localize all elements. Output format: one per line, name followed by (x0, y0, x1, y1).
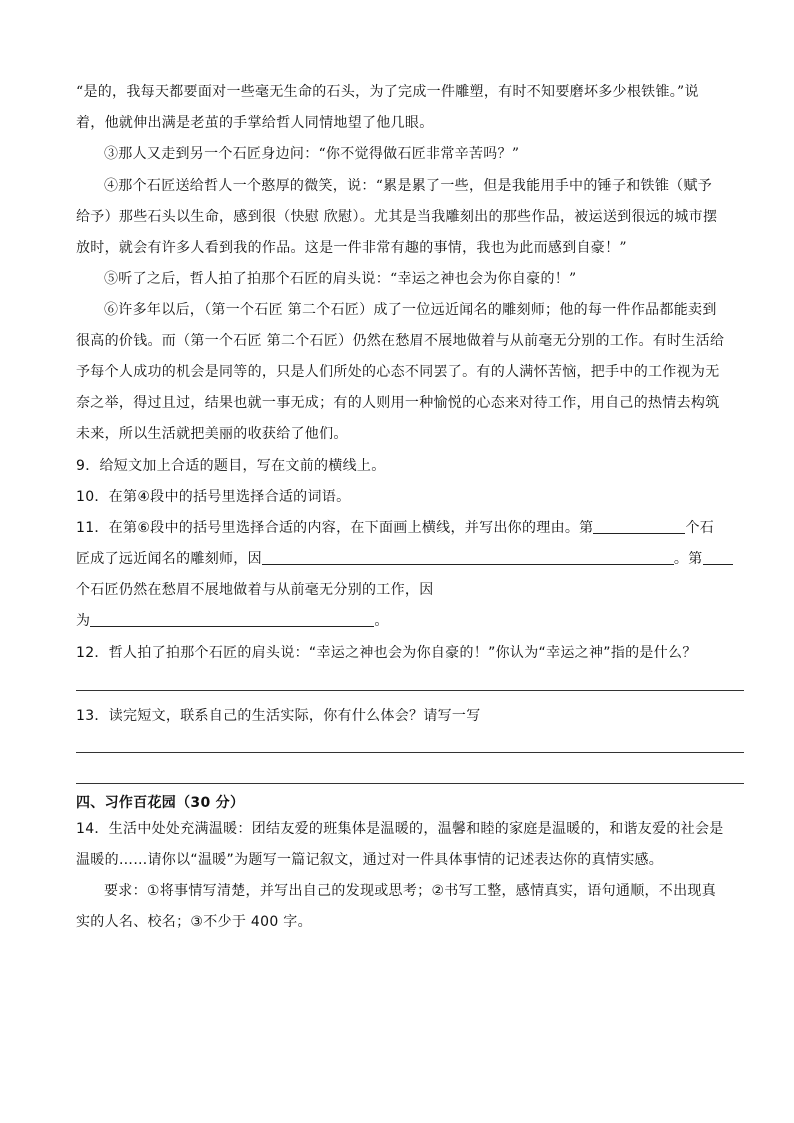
question-11-line4: 为 。 (76, 613, 389, 629)
question-11-line2: 匠成了远近闻名的雕刻师，因 。第 (76, 549, 744, 569)
question-11: 11．在第⑥段中的括号里选择合适的内容，在下面画上横线，并写出你的理由。第 个石 (76, 520, 715, 536)
question-14: 14．生活中处处充满温暖：团结友爱的班集体是温暖的，温馨和睦的家庭是温暖的，和谐友爱的社会是 (76, 821, 724, 837)
requirements-line2: 实的人名、校名；③不少于 400 字。 (76, 914, 312, 930)
answer-line[interactable] (76, 690, 744, 691)
answer-blank[interactable] (593, 519, 685, 534)
answer-line[interactable] (76, 783, 744, 784)
answer-blank[interactable] (703, 550, 733, 565)
passage-line: “是的，我每天都要面对一些毫无生命的石头，为了完成一件雕塑，有时不知要磨坏多少根铁锥。”说 (76, 84, 699, 100)
passage-line: 予每个人成功的机会是同等的，只是人们所处的心态不同罢了。有的人满怀苦恼，把手中的工作视为无 (76, 364, 720, 380)
passage-line: 未来，所以生活就把美丽的收获给了他们。 (76, 426, 348, 442)
paragraph-6: ⑥许多年以后，（第一个石匠 第二个石匠）成了一位远近闻名的雕刻师；他的每一件作品都能卖到 (104, 302, 717, 318)
passage-line: 着，他就伸出满是老茧的手掌给哲人同情地望了他几眼。 (76, 115, 434, 131)
paragraph-5: ⑤听了之后，哲人拍了拍那个石匠的肩头说：“幸运之神也会为你自豪的！” (104, 271, 577, 287)
section-title: 四、习作百花园（30 分） (76, 795, 245, 811)
answer-line[interactable] (76, 752, 744, 753)
question-13: 13．读完短文，联系自己的生活实际，你有什么体会？请写一写 (76, 708, 481, 724)
paragraph-3: ③那人又走到另一个石匠身边问：“你不觉得做石匠非常辛苦吗？” (104, 146, 520, 162)
passage-line: 给予）那些石头以生命，感到很（快慰 欣慰）。尤其是当我雕刻出的那些作品，被运送到很远的城市摆 (76, 209, 718, 225)
passage-line: 放时，就会有许多人看到我的作品。这是一件非常有趣的事情，我也为此而感到自豪！” (76, 240, 627, 256)
question-9: 9．给短文加上合适的题目，写在文前的横线上。 (76, 458, 386, 474)
passage-line: 很高的价钱。而（第一个石匠 第二个石匠）仍然在愁眉不展地做着与从前毫无分别的工作。有时生活给 (76, 333, 725, 349)
answer-blank[interactable] (90, 612, 374, 627)
question-14-line2: 温暖的……请你以“温暖”为题写一篇记叙文，通过对一件具体事情的记述表达你的真情实感。 (76, 852, 664, 868)
answer-blank[interactable] (262, 550, 674, 565)
paragraph-4: ④那个石匠送给哲人一个憨厚的微笑，说：“累是累了一些，但是我能用手中的锤子和铁锥（赋予 (104, 178, 713, 194)
question-12: 12．哲人拍了拍那个石匠的肩头说：“幸运之神也会为你自豪的！”你认为“幸运之神”指的是什么？ (76, 645, 697, 661)
requirements: 要求：①将事情写清楚，并写出自己的发现或思考；②书写工整，感情真实，语句通顺，不出现真 (104, 883, 716, 899)
passage-line: 奈之举，得过且过，结果也就一事无成；有的人则用一种愉悦的心态来对待工作，用自己的热情去构筑 (76, 395, 720, 411)
question-10: 10．在第④段中的括号里选择合适的词语。 (76, 489, 351, 505)
question-11-line3: 个石匠仍然在愁眉不展地做着与从前毫无分别的工作，因 (76, 582, 434, 598)
